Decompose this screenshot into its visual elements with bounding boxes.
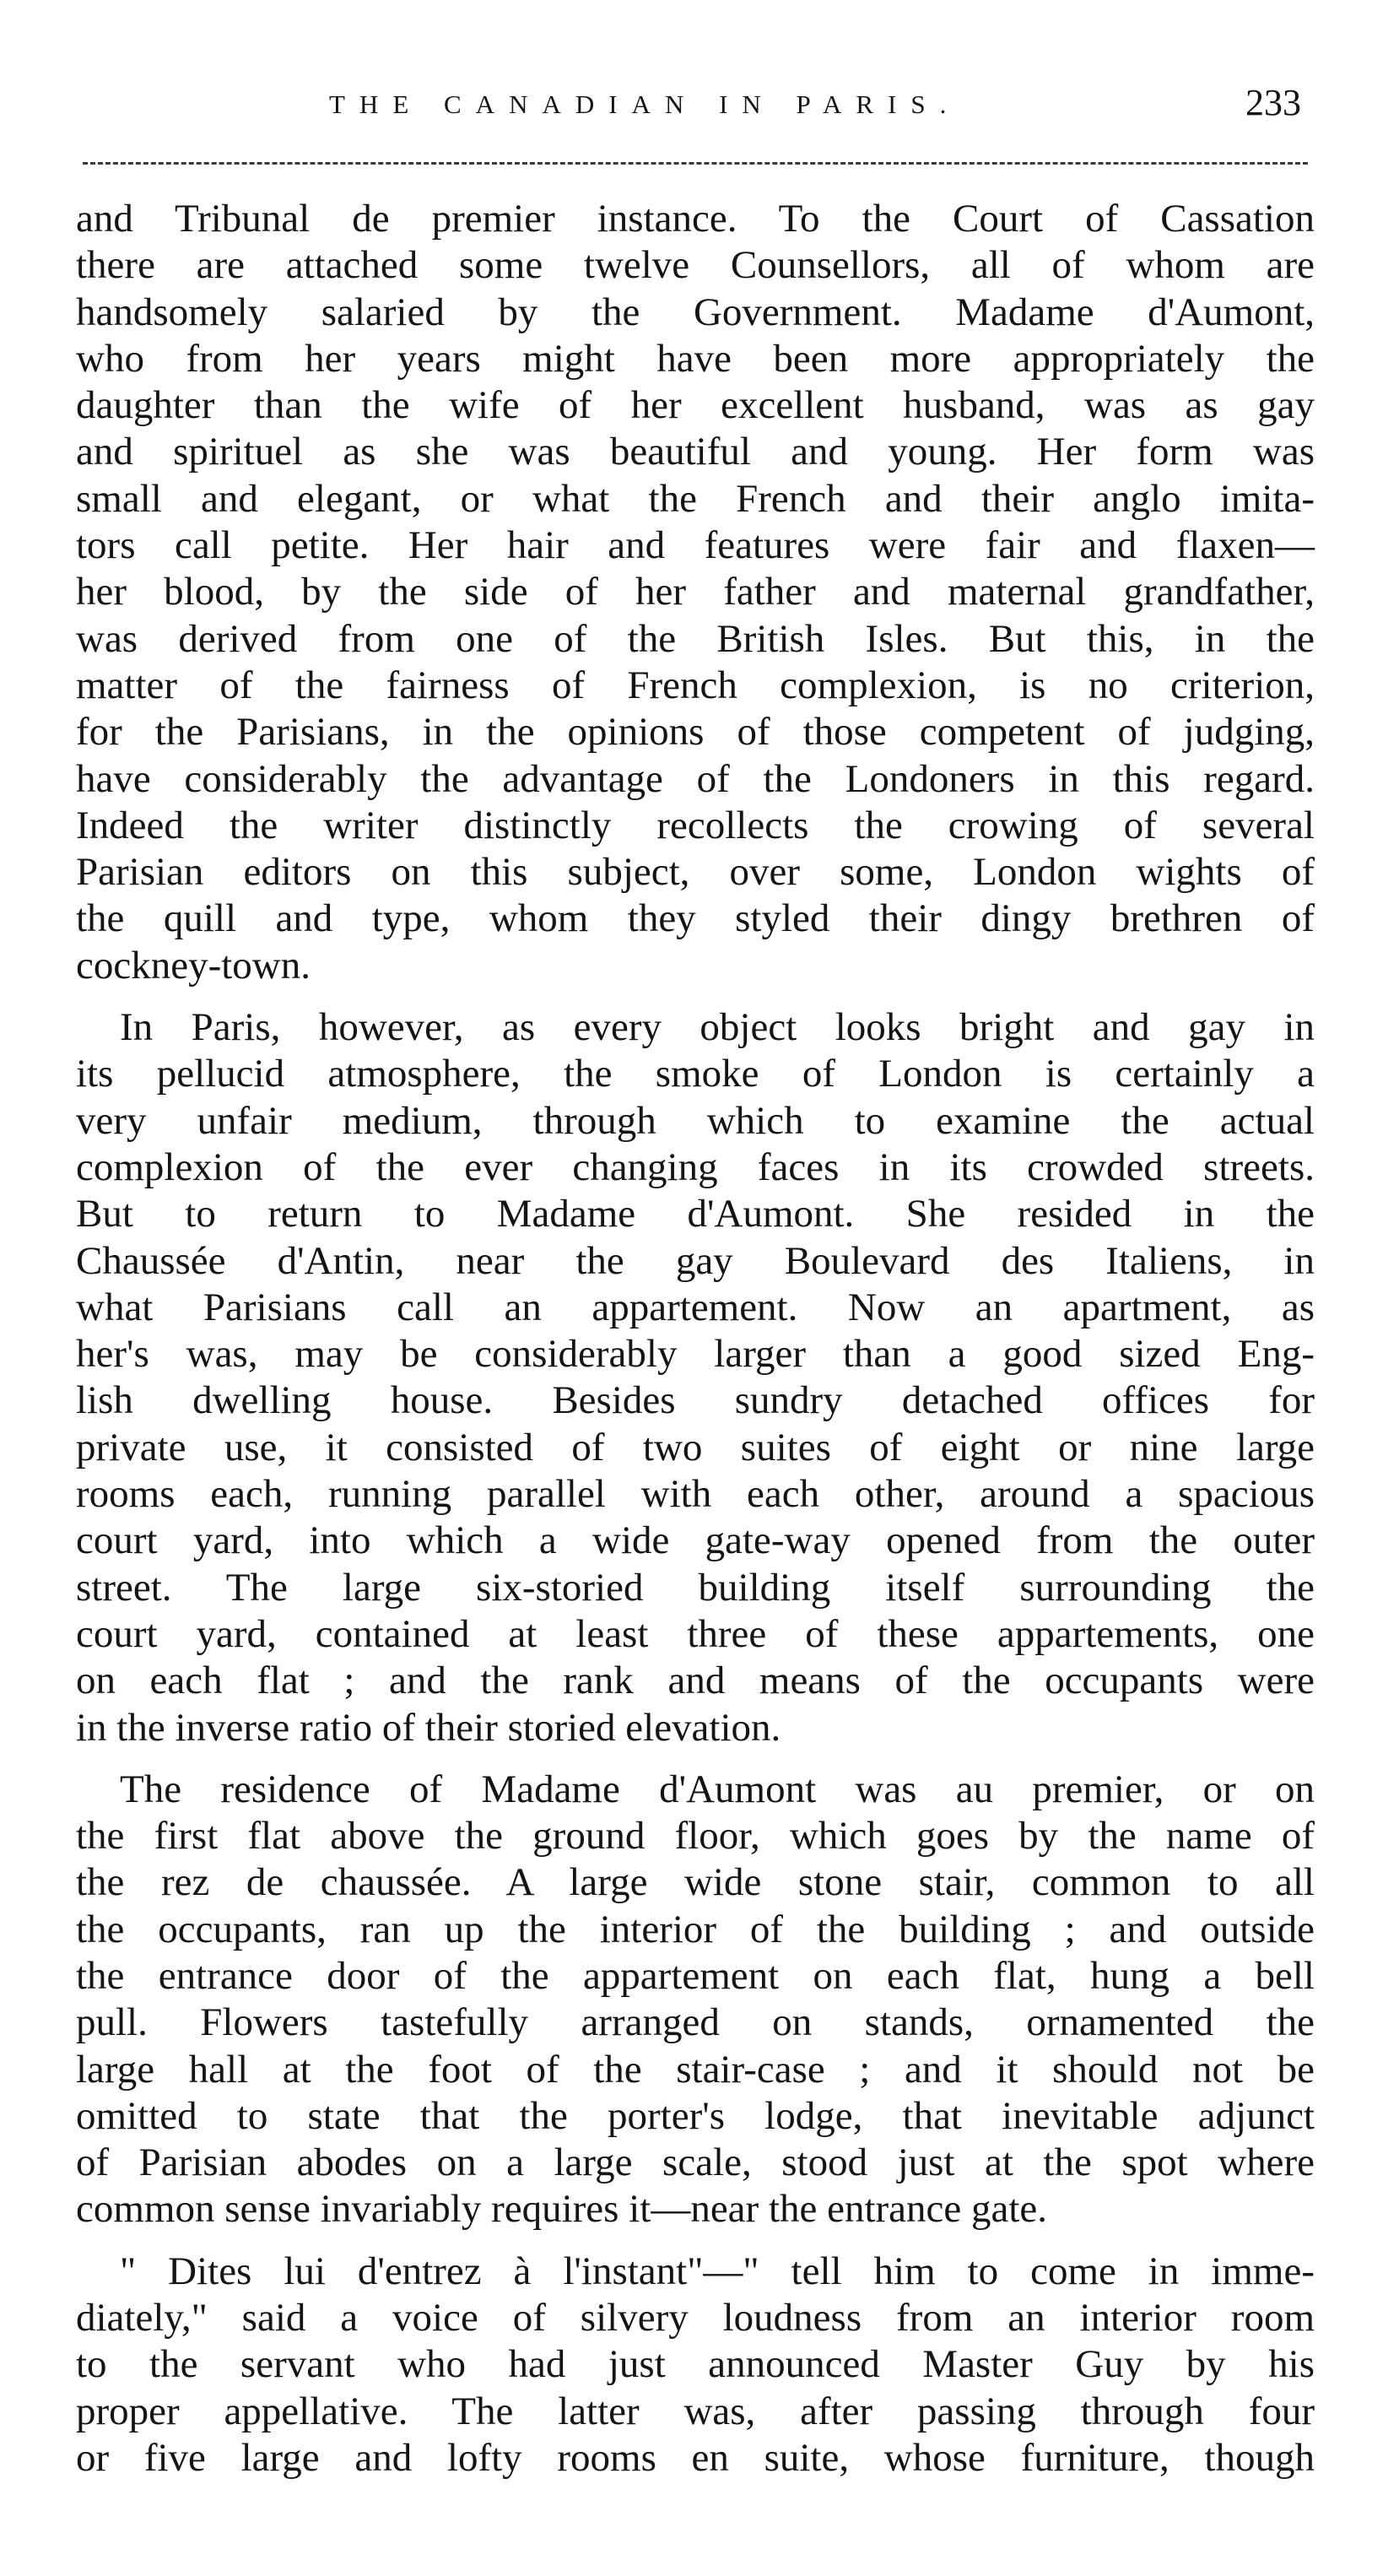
- text-line: its pellucid atmosphere, the smoke of London is certainly a: [76, 1052, 1315, 1096]
- text-line: omitted to state that the porter's lodge, that inevitable adjunct: [76, 2093, 1315, 2138]
- text-line: rooms each, running parallel with each other, around a spacious: [76, 1472, 1315, 1517]
- text-line: complexion of the ever changing faces in its crowded streets.: [76, 1145, 1315, 1189]
- text-line: small and elegant, or what the French and their anglo imita-: [76, 476, 1315, 521]
- text-line: But to return to Madame d'Aumont. She resided in the: [76, 1192, 1315, 1237]
- text-line: on each flat ; and the rank and means of the occupants were: [76, 1659, 1315, 1703]
- paragraph: [76, 1004, 1315, 1751]
- text-line: The residence of Madame d'Aumont was au premier, or on: [120, 1767, 1315, 1811]
- text-line: who from her years might have been more appropriately the: [76, 336, 1315, 381]
- text-line: the first flat above the ground floor, which goes by the name of: [76, 1814, 1315, 1859]
- page-number: 233: [1245, 82, 1301, 123]
- text-line: have considerably the advantage of the Londoners in this regard.: [76, 756, 1315, 801]
- text-line: or five large and lofty rooms en suite, whose furniture, though: [76, 2435, 1315, 2480]
- running-head: [76, 81, 1316, 149]
- text-line: pull. Flowers tastefully arranged on stands, ornamented the: [76, 2000, 1315, 2045]
- text-line: of Parisian abodes on a large scale, stood just at the spot where: [76, 2140, 1315, 2185]
- text-line: court yard, contained at least three of these appartements, one: [76, 1611, 1315, 1656]
- text-line: diately," said a voice of silvery loudness from an interior room: [76, 2296, 1315, 2341]
- text-line: the entrance door of the appartement on each flat, hung a bell: [76, 1953, 1315, 1998]
- text-line: her's was, may be considerably larger than a good sized Eng-: [76, 1332, 1315, 1377]
- text-line: Parisian editors on this subject, over some, London wights of: [76, 850, 1315, 895]
- text-line: and spirituel as she was beautiful and young. Her form was: [76, 430, 1315, 474]
- text-line: handsomely salaried by the Government. Madame d'Aumont,: [76, 290, 1315, 334]
- text-line: what Parisians call an appartement. Now an apartment, as: [76, 1285, 1315, 1329]
- text-line: her blood, by the side of her father and maternal grandfather,: [76, 570, 1315, 614]
- text-line: " Dites lui d'entrez à l'instant"—" tell him to come in imme-: [120, 2249, 1315, 2293]
- text-line: the occupants, ran up the interior of the building ; and outside: [76, 1907, 1315, 1951]
- text-line: was derived from one of the British Isles. But this, in the: [76, 616, 1315, 661]
- text-line: private use, it consisted of two suites of eight or nine large: [76, 1425, 1315, 1469]
- text-line: court yard, into which a wide gate-way opened from the outer: [76, 1518, 1315, 1563]
- text-line: to the servant who had just announced Master Guy by his: [76, 2342, 1315, 2387]
- text-line: proper appellative. The latter was, after passing through four: [76, 2389, 1315, 2433]
- text-line: and Tribunal de premier instance. To the Court of Cassation: [76, 197, 1315, 241]
- text-line: very unfair medium, through which to examine the actual: [76, 1098, 1315, 1143]
- paragraph: [76, 2249, 1315, 2481]
- text-line: daughter than the wife of her excellent husband, was as gay: [76, 383, 1315, 428]
- text-line: the quill and type, whom they styled their dingy brethren of: [76, 896, 1315, 941]
- text-line: matter of the fairness of French complexion, is no criterion,: [76, 663, 1315, 707]
- text-line: large hall at the foot of the stair-case ; and it should not be: [76, 2047, 1315, 2092]
- text-line: In Paris, however, as every object looks bright and gay in: [120, 1005, 1315, 1050]
- text-line: Chaussée d'Antin, near the gay Boulevard des Italiens, in: [76, 1238, 1315, 1283]
- text-line: common sense invariably requires it—near the entrance gate.: [76, 2187, 1048, 2232]
- paragraph: [76, 1767, 1315, 2233]
- body-text: [76, 196, 1315, 2497]
- text-line: lish dwelling house. Besides sundry detached offices for: [76, 1378, 1315, 1423]
- text-line: the rez de chaussée. A large wide stone stair, common to all: [76, 1860, 1315, 1905]
- text-line: tors call petite. Her hair and features were fair and flaxen—: [76, 523, 1315, 568]
- running-title: THE CANADIAN IN PARIS.: [329, 89, 961, 119]
- text-line: cockney-town.: [76, 943, 311, 988]
- text-line: for the Parisians, in the opinions of those competent of judging,: [76, 710, 1315, 755]
- header-rule: [83, 162, 1308, 165]
- text-line: there are attached some twelve Counsellors, all of whom are: [76, 243, 1315, 288]
- text-line: in the inverse ratio of their storied elevation.: [76, 1705, 781, 1750]
- text-line: street. The large six-storied building itself surrounding the: [76, 1565, 1315, 1610]
- paragraph: [76, 196, 1315, 989]
- text-line: Indeed the writer distinctly recollects the crowing of several: [76, 803, 1315, 847]
